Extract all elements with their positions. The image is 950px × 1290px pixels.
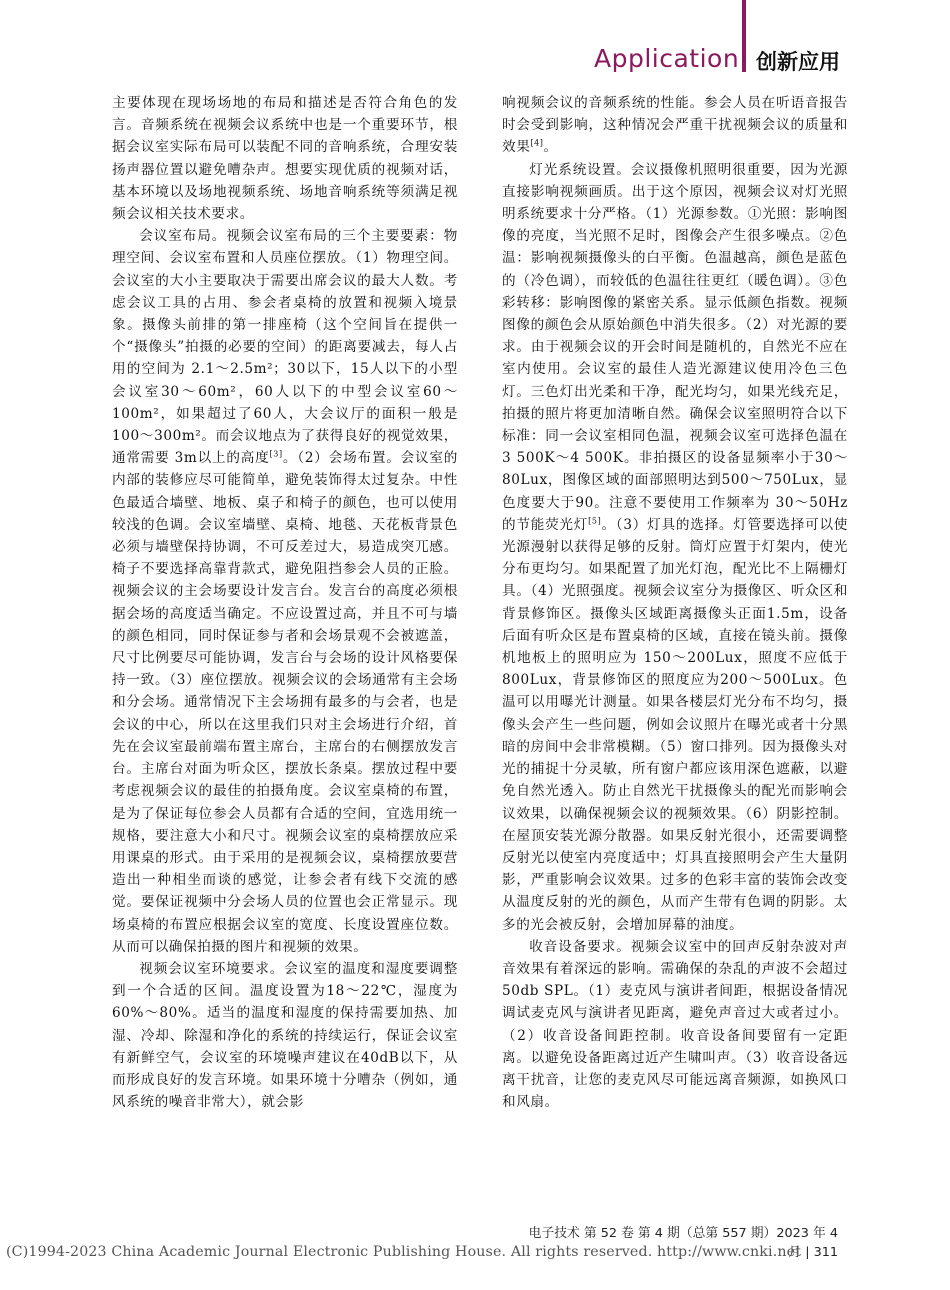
- paragraph-lighting: [502, 159, 848, 936]
- paragraph-environment: 视频会议室环境要求。会议室的温度和湿度要调整到一个合适的区间。温度设置为18～22℃，湿度为60%～80%。适当的温度和湿度的保持需要加热、加湿、冷却、除湿和净化的系统的持续运行，保证会议室有新鲜空气，会议室的环境噪声建议在40dB以下，从而形成良好的发言环境。如果环境十分嘈杂（例如，通风系统的噪音非常大），就会影: [112, 960, 458, 1111]
- paragraph-text: 灯光系统设置。会议摄像机照明很重要，因为光源直接影响视频画质。出于这个原因，视频会议对灯光照明系统要求十分严格。（1）光源参数。①光照：影响图像的亮度，当光照不足时，图像会产生很多噪点。②色温：影响视频摄像头的白平衡。色温越高，颜色是蓝色的（冷色调），而较低的色温往往更红（暖色调）。③色彩转移：影响图像的紧密关系。显示低颜色指数。视频图像的颜色会从原始颜色中消失很多。（2）对光源的要求。由于视频会议的开会时间是随机的，自然光不应在室内使用。会议室的最佳人造光源建议使用冷色三色灯。三色灯出光柔和干净，配光均匀，如果光线充足，拍摄的照片将更加清晰自然。确保会议室照明符合以下标准：同一会议室相同色温，视频会议室可选择色温在3 500K～4 500K。非拍摄区的设备显频率小于30～80Lux，图像区域的面部照明达到500～750Lux，显色度要大于90。注意不要使用工作频率为 30～50Hz 的节能荧光灯: [502, 161, 848, 533]
- citation-ref: [4]: [530, 138, 544, 148]
- section-title-cn: 创新应用: [756, 50, 840, 74]
- paragraph-text: 会议室布局。视频会议室布局的三个主要要素：物理空间、会议室布置和人员座位摆放。（1）物理空间。会议室的大小主要取决于需要出席会议的最大人数。考虑会议工具的占用、参会者桌椅的放置和视频入境景象。摄像头前排的第一排座椅（这个空间旨在提供一个“摄像头”拍摄的必要的空间）的距离要减去，每人占用的空间为 2.1～2.5m²；30以下，15人以下的小型会议室30～60m²，60人以下的中型会议室60～100m²，如果超过了60人，大会议厅的面积一般是100～300m²。而会议地点为了获得良好的视觉效果，通常需要 3m以上的高度: [112, 228, 458, 467]
- citation-ref: [3]: [269, 449, 283, 459]
- left-column: [112, 92, 458, 1113]
- section-title-en: Application: [594, 44, 740, 73]
- paragraph-text: 。（2）会场布置。会议室的内部的装修应尽可能简单，避免装饰得太过复杂。中性色最适合墙壁、地板、桌子和椅子的颜色，也可以使用较浅的色调。会议室墙壁、桌椅、地毯、天花板背景色必须与墙壁保持协调，不可反差过大，易造成突兀感。椅子不要选择高靠背款式，避免阻挡参会人员的正脸。视频会议的主会场要设计发言台。发言台的高度必须根据会场的高度适当确定。不应设置过高，并且不可与墙的颜色相同，同时保证参与者和会场景观不会被遮盖，尺寸比例要尽可能协调，发言台与会场的设计风格要保持一致。（3）座位摆放。视频会议的会场通常有主会场和分会场。通常情况下主会场拥有最多的与会者，也是会议的中心，所以在这里我们只对主会场进行介绍，首先在会议室最前端布置主席台，主席台的右侧摆放发言台。主席台对面为听众区，摆放长条桌。摆放过程中要考虑视频会议的最佳的拍摄角度。会议室桌椅的布置，是为了保证每位参会人员都有合适的空间，宜选用统一规格，要注意大小和尺寸。视频会议室的桌椅摆放应采用课桌的形式。由于采用的是视频会议，桌椅摆放要营造出一种相坐而谈的感觉，让参会者有线下交流的感觉。要保证视频中分会场人员的位置也会正常显示。现场桌椅的布置应根据会议室的宽度、长度设置座位数。从而可以确保拍摄的图片和视频的效果。: [112, 450, 458, 955]
- paragraph-audio-equipment: 收音设备要求。视频会议室中的回声反射杂波对声音效果有着深远的影响。需确保的杂乱的声波不会超过50db SPL。（1）麦克风与演讲者间距，根据设备情况调试麦克风与演讲者见距离，避免声音过大或者过小。（2）收音设备间距控制。收音设备间要留有一定距离。以避免设备距离过近产生啸叫声。（3）收音设备远离干扰音，让您的麦克风尽可能远离音频源，如换风口和风扇。: [502, 938, 848, 1111]
- right-column: [502, 92, 848, 1113]
- copyright-notice: (C)1994-2023 China Academic Journal Electronic Publishing House. All rights reserved. http://www.cnki.net: [6, 1244, 802, 1260]
- paragraph: 主要体现在现场场地的布局和描述是否符合角色的发言。音频系统在视频会议系统中也是一个重要环节，根据会议室实际布局可以装配不同的音响系统，合理安装扬声器位置以避免嘈杂声。想要实现优质的视频对话，基本环境以及场地视频系统、场地音响系统等须满足视频会议相关技术要求。: [112, 95, 458, 223]
- paragraph: [502, 92, 848, 159]
- journal-footer: 电子技术 第 52 卷 第 4 期（总第 557 期）2023 年 4 月 | 311: [528, 1226, 838, 1260]
- paragraph-text: 。: [543, 139, 558, 156]
- citation-ref: [5]: [588, 516, 602, 526]
- paragraph-text: 。（3）灯具的选择。灯管要选择可以使光源漫射以获得足够的反射。筒灯应置于灯架内，使光分布更均匀。如果配置了加光灯泡，配光比不上隔栅灯具。（4）光照强度。视频会议室分为摄像区、听众区和背景修饰区。摄像头区域距离摄像头正面1.5m，设备后面有听众区是布置桌椅的区域，直接在镜头前。摄像机地板上的照明应为 150～200Lux，照度不应低于800Lux，背景修饰区的照度应为200～500Lux。色温可以用曝光计测量。如果各楼层灯光分布不均匀，摄像头会产生一些问题，例如会议照片在曝光或者十分黑暗的房间中会非常模糊。（5）窗口排列。因为摄像头对光的捕捉十分灵敏，所有窗户都应该用深色遮蔽，以避免自然光透入。防止自然光干扰摄像头的配光而影响会议效果，以确保视频会议的视频效果。（6）阴影控制。在屋顶安装光源分散器。如果反射光很小，还需要调整反射光以使室内亮度适中；灯具直接照明会产生大量阴影，严重影响会议效果。过多的色彩丰富的装饰会改变从温度反射的光的颜色，从而产生带有色调的阴影。太多的光会被反射，会增加屏幕的油度。: [502, 516, 848, 933]
- paragraph-layout: [112, 225, 458, 958]
- header-accent-bar: [742, 0, 746, 72]
- paragraph-text: 响视频会议的音频系统的性能。参会人员在听语音报告时会受到影响，这种情况会严重干扰视频会议的质量和效果: [502, 95, 848, 156]
